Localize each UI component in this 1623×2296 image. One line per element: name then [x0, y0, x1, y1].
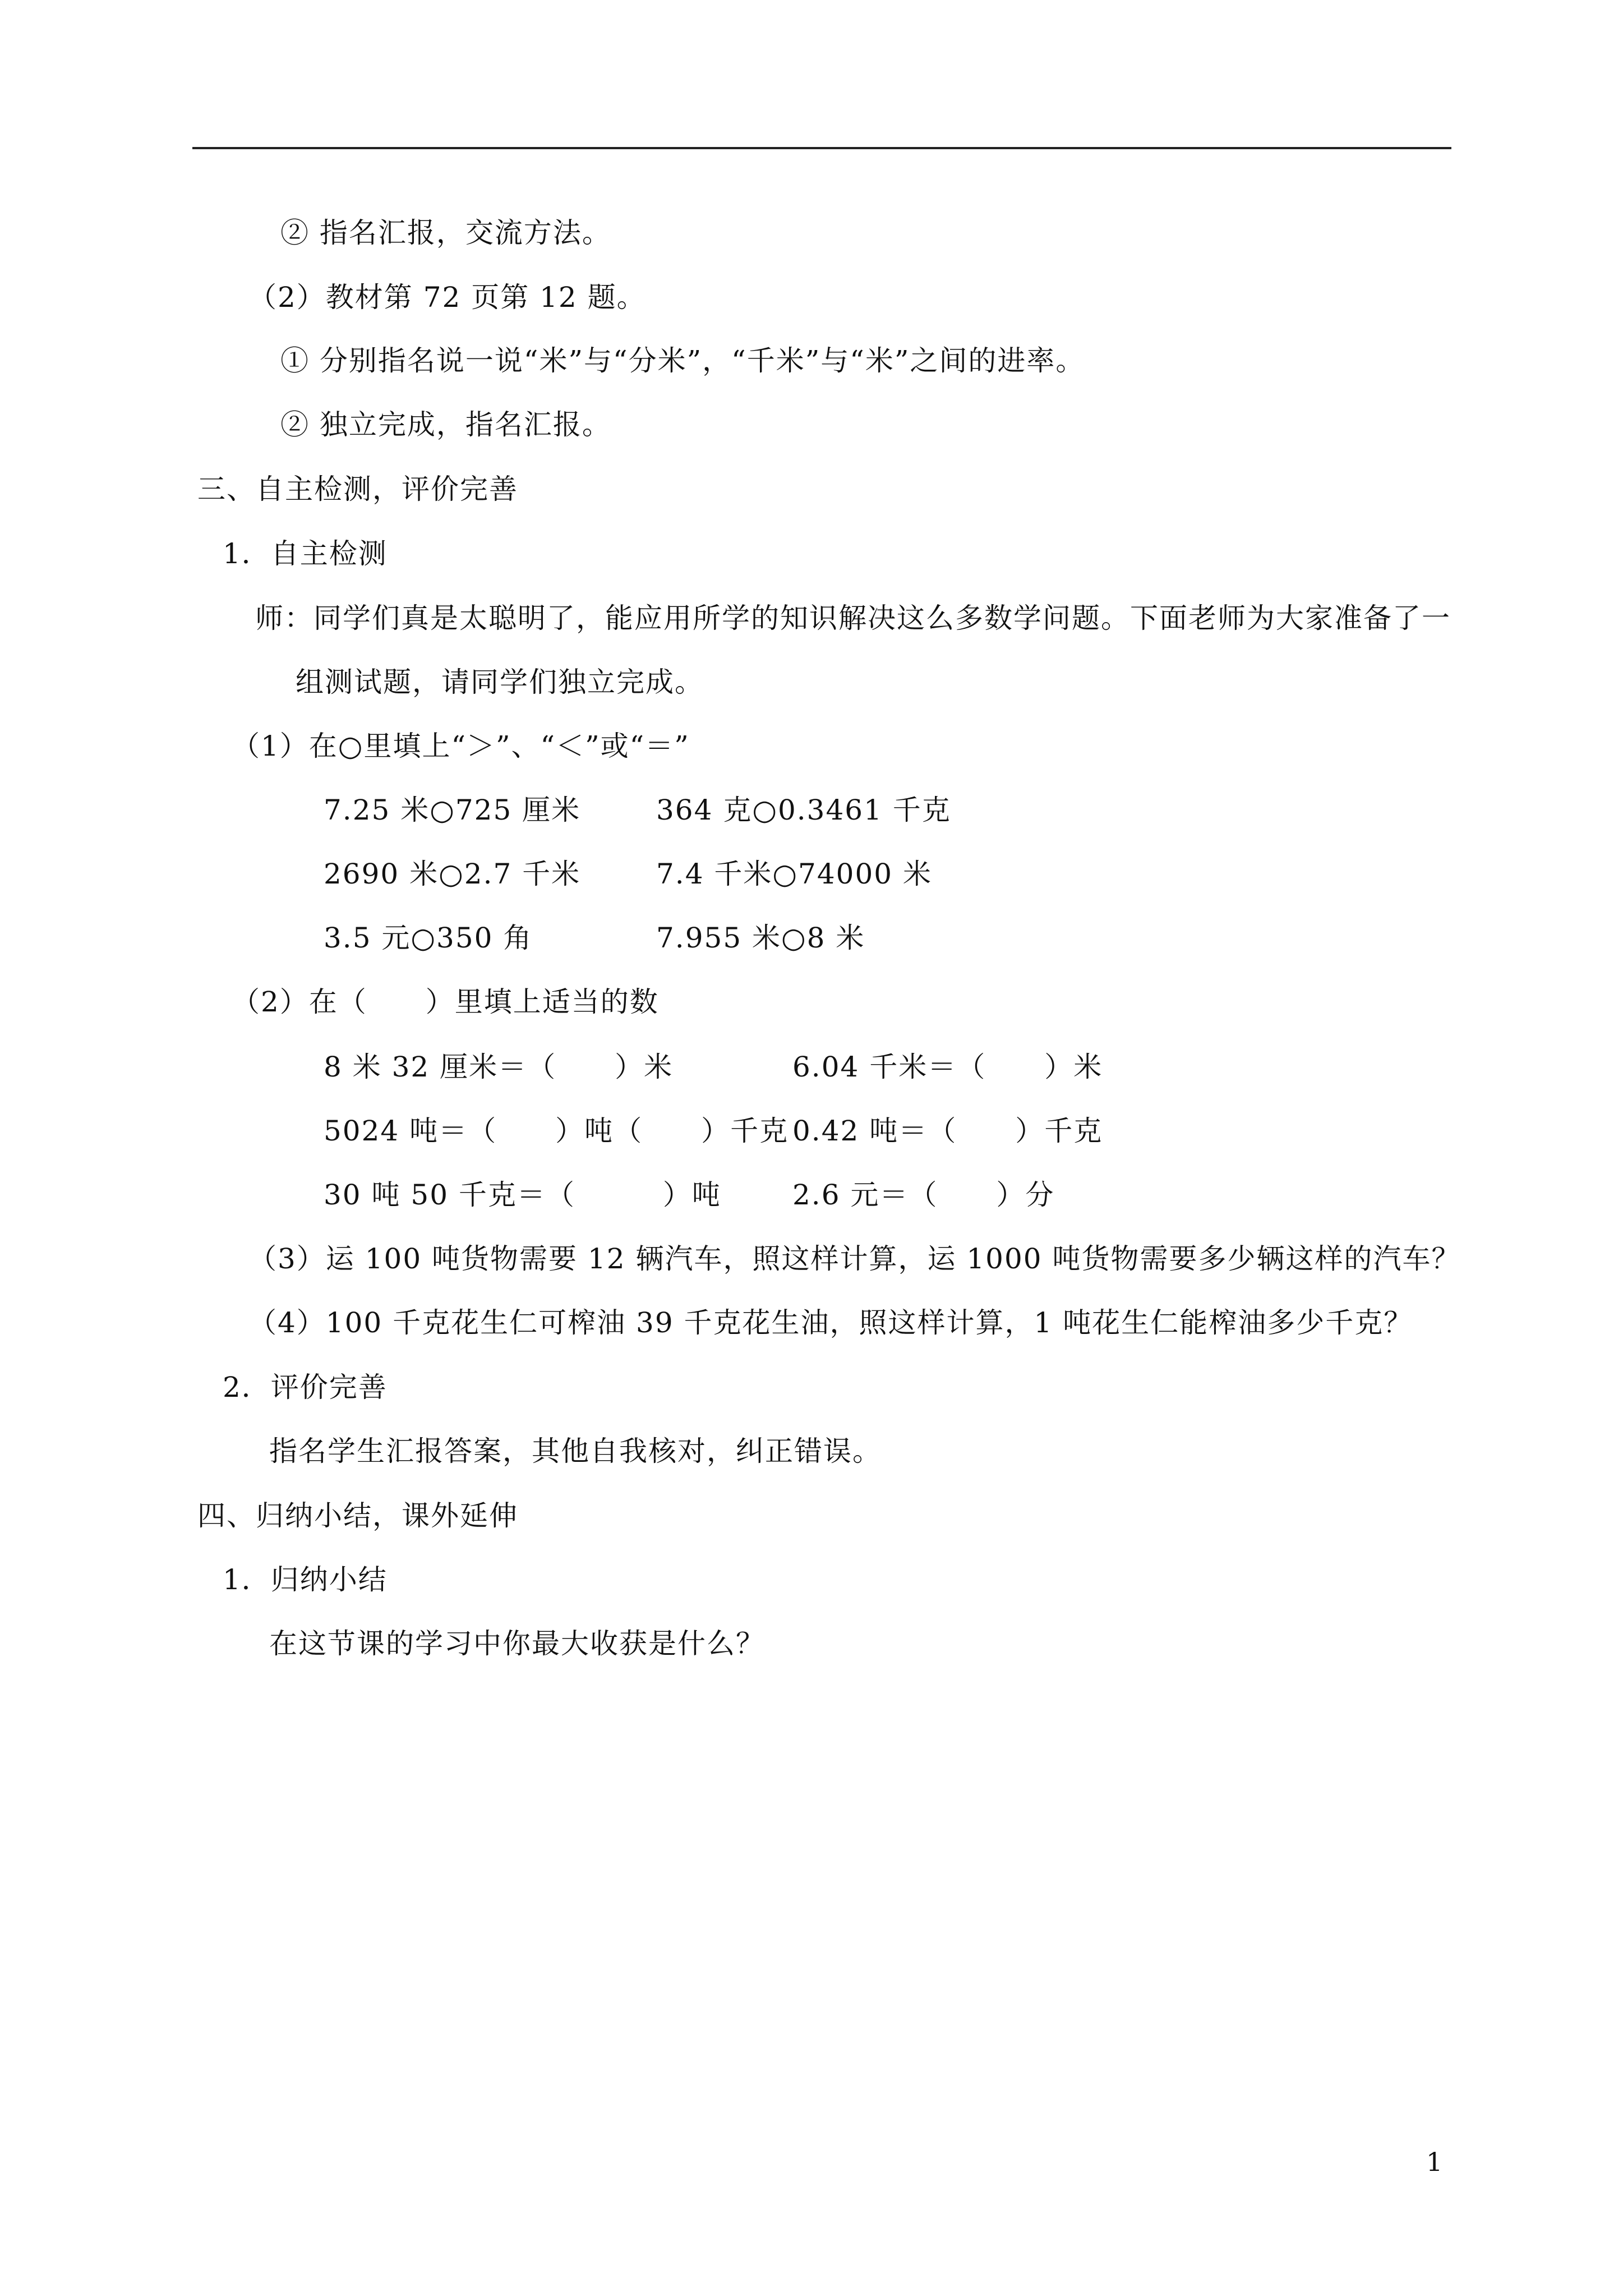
teacher-remark-line2: 组测试题，请同学们独立完成。 [296, 666, 704, 698]
section-three-heading: 三、自主检测，评价完善 [197, 473, 518, 505]
subsection-self-test: 1．自主检测 [223, 537, 388, 570]
teacher-remark-line1: 师：同学们真是太聪明了，能应用所学的知识解决这么多数学问题。下面老师为大家准备了一 [255, 602, 1451, 634]
question-3: （3）运 100 吨货物需要 12 辆汽车，照这样计算，运 1000 吨货物需要多少辆这样的汽车？ [248, 1243, 1461, 1275]
compare-item-2: 364 克○0.3461 千克 [656, 794, 951, 826]
subsection-summary: 1．归纳小结 [223, 1563, 388, 1596]
compare-item-4: 7.4 千米○74000 米 [656, 858, 932, 890]
step-independent-completion: ② 独立完成，指名汇报。 [280, 408, 611, 441]
textbook-exercise-heading: （2）教材第 72 页第 12 题。 [248, 281, 646, 314]
question-1-heading: （1）在○里填上“＞”、“＜”或“＝” [232, 730, 690, 762]
fill-item-3: 5024 吨＝（ ）吨（ ）千克 [324, 1115, 789, 1147]
compare-item-6: 7.955 米○8 米 [656, 922, 865, 954]
subsection-evaluation: 2．评价完善 [223, 1371, 388, 1404]
compare-item-5: 3.5 元○350 角 [324, 922, 533, 954]
evaluation-instruction: 指名学生汇报答案，其他自我核对，纠正错误。 [269, 1435, 882, 1467]
compare-item-3: 2690 米○2.7 千米 [324, 858, 581, 890]
step-unit-conversion-rates: ① 分别指名说一说“米”与“分米”，“千米”与“米”之间的进率。 [280, 344, 1085, 377]
question-4: （4）100 千克花生仁可榨油 39 千克花生油，照这样计算，1 吨花生仁能榨油多少千克？ [248, 1306, 1413, 1339]
summary-question: 在这节课的学习中你最大收获是什么？ [269, 1627, 765, 1660]
step-report-methods: ② 指名汇报，交流方法。 [280, 217, 611, 249]
header-rule [192, 147, 1451, 149]
question-2-heading: （2）在（ ）里填上适当的数 [232, 986, 659, 1018]
fill-item-6: 2.6 元＝（ ）分 [792, 1179, 1055, 1211]
section-four-heading: 四、归纳小结，课外延伸 [197, 1499, 518, 1532]
fill-item-2: 6.04 千米＝（ ）米 [792, 1051, 1103, 1083]
compare-item-1: 7.25 米○725 厘米 [324, 794, 581, 826]
fill-item-5: 30 吨 50 千克＝（ ）吨 [324, 1179, 721, 1211]
page-number: 1 [1426, 2147, 1443, 2177]
fill-item-4: 0.42 吨＝（ ）千克 [792, 1115, 1103, 1147]
fill-item-1: 8 米 32 厘米＝（ ）米 [324, 1051, 674, 1083]
